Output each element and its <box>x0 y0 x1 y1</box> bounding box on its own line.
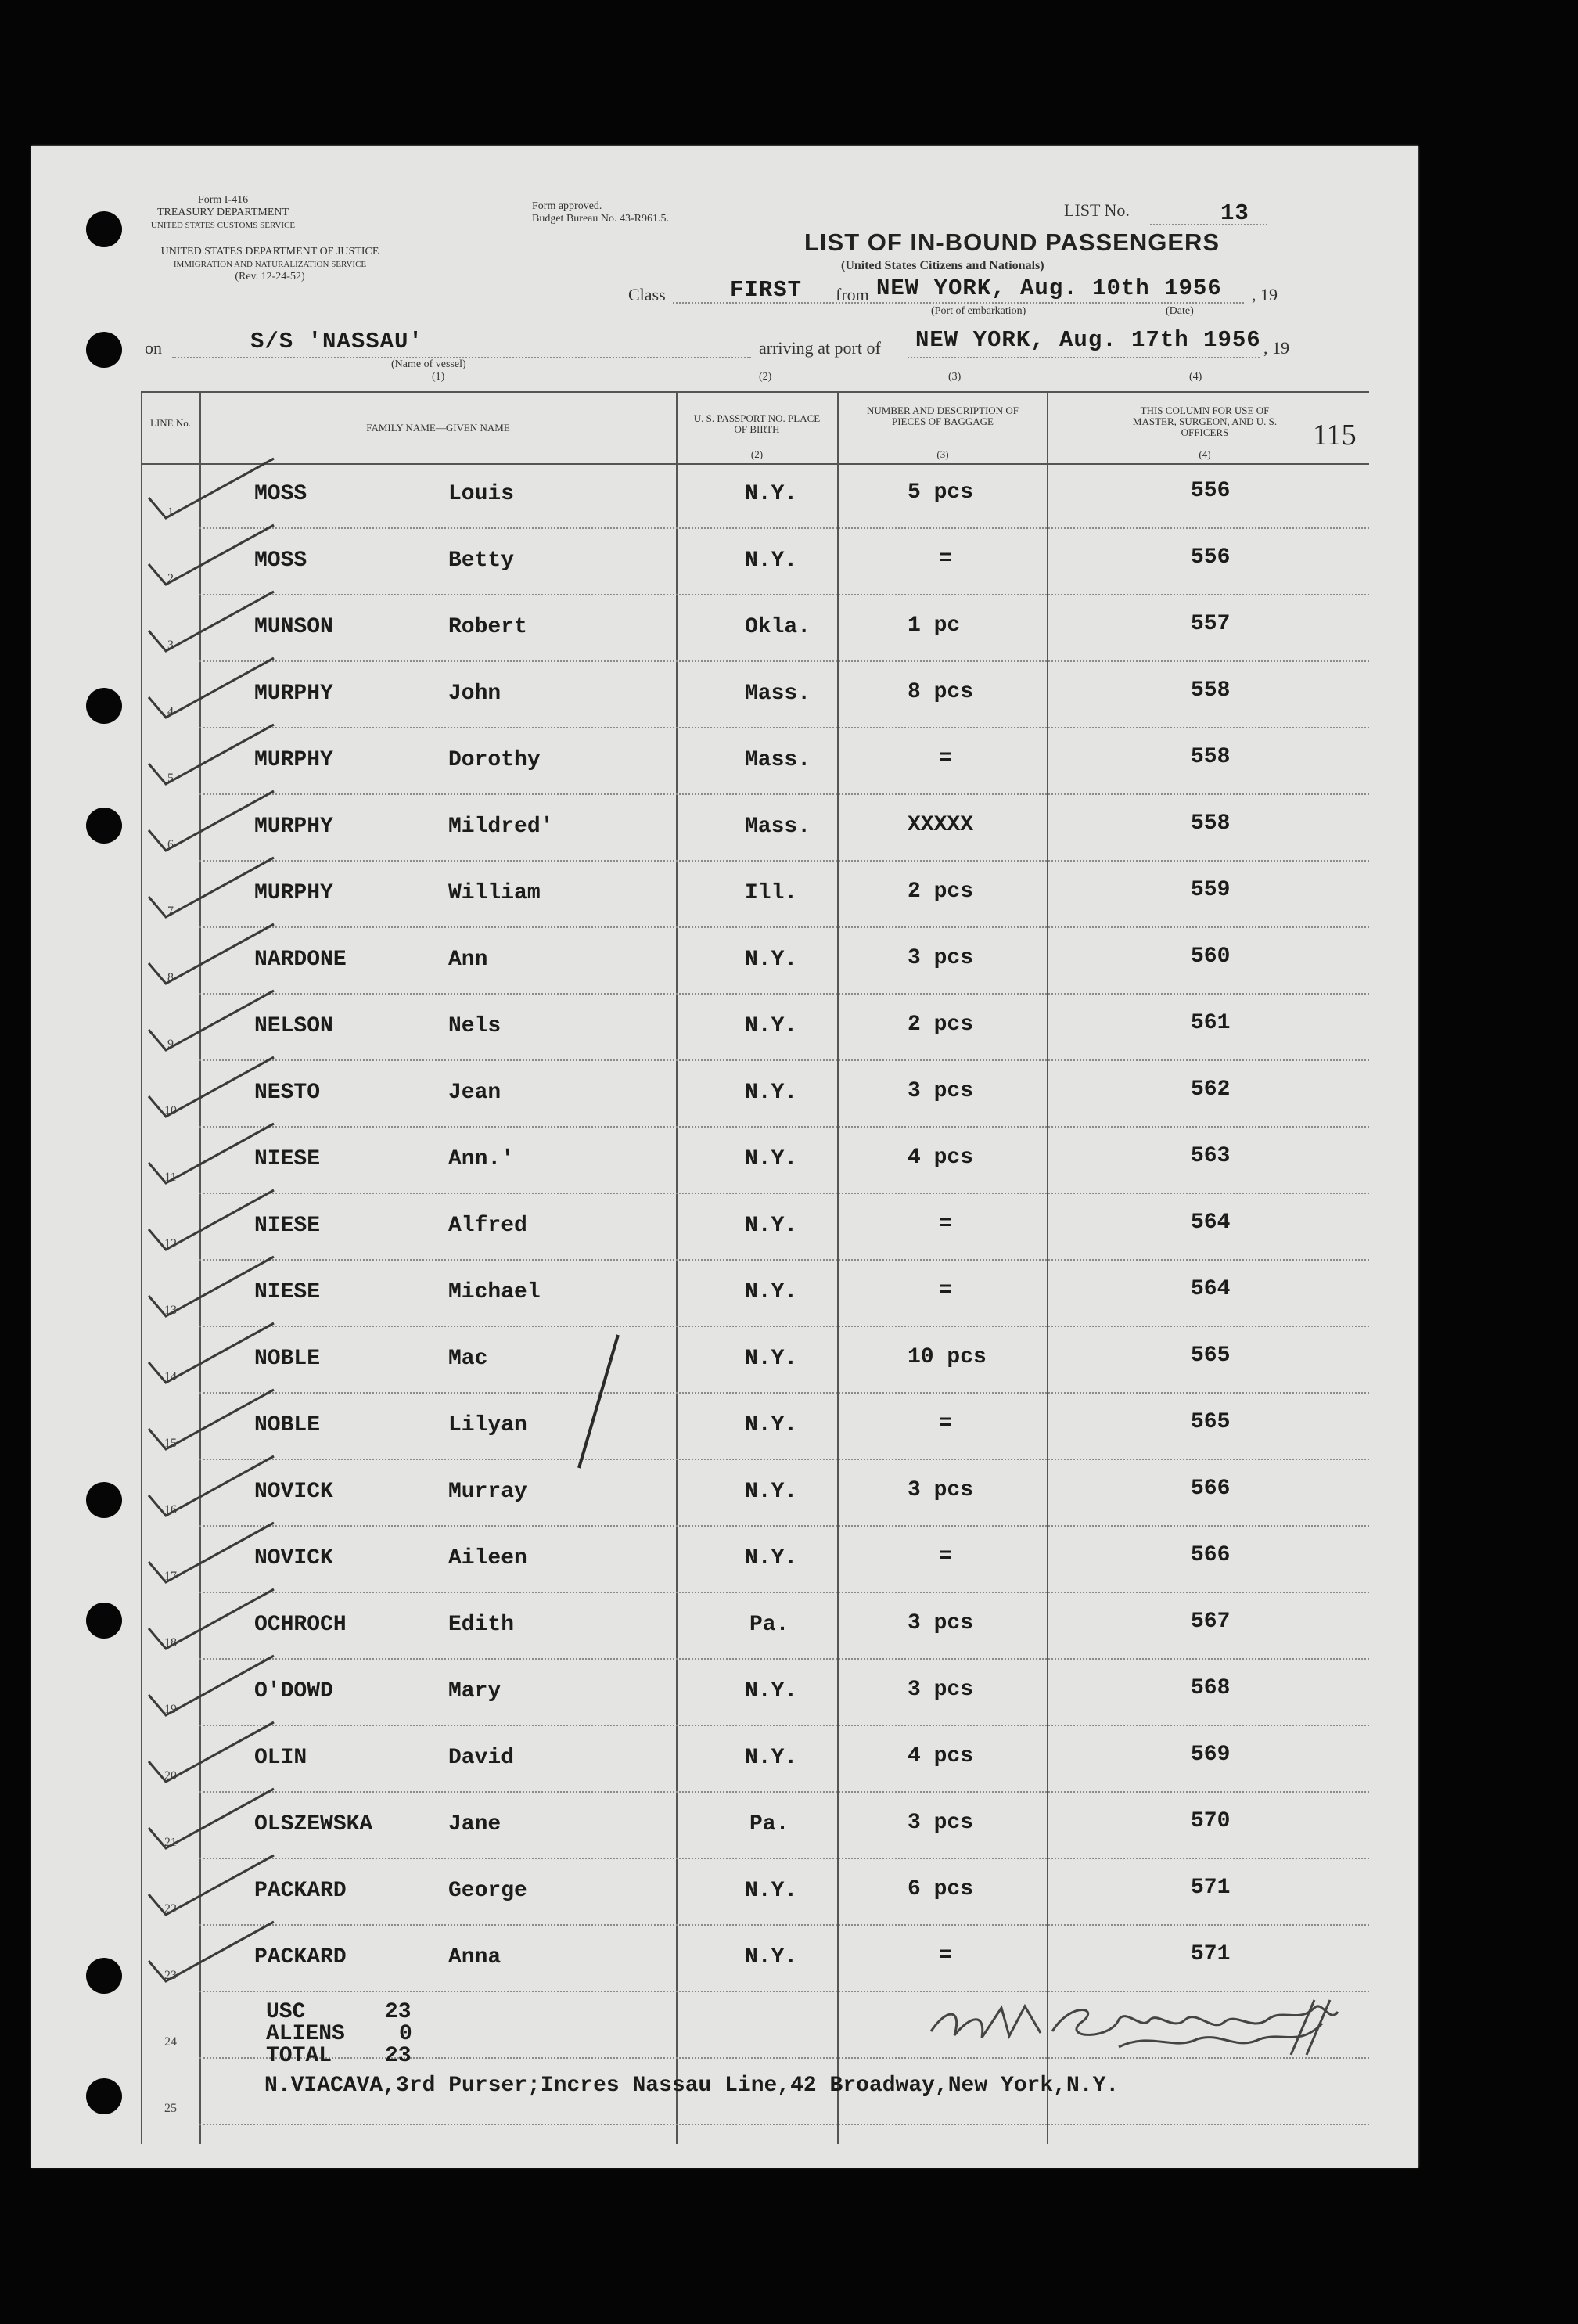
given-name: Aileen <box>448 1546 527 1570</box>
line-number: 7 <box>167 905 174 918</box>
place-of-birth: Okla. <box>745 615 811 639</box>
check-mark <box>149 1789 274 1848</box>
col-head-line-no: LINE No. <box>150 417 191 429</box>
given-name: Dorothy <box>448 748 541 772</box>
line-number: 14 <box>164 1370 177 1383</box>
form-subtitle: (United States Citizens and Nationals) <box>841 259 1044 272</box>
check-mark <box>149 1323 274 1383</box>
col-head-officers-num: (4) <box>1199 448 1211 460</box>
line-number: 9 <box>167 1038 174 1051</box>
place-of-birth: N.Y. <box>745 1546 798 1570</box>
given-name: Mac <box>448 1347 488 1371</box>
port-caption: (Port of embarkation) <box>931 305 1026 317</box>
place-of-birth: N.Y. <box>745 1679 798 1703</box>
customs-service: UNITED STATES CUSTOMS SERVICE <box>150 221 296 230</box>
check-mark <box>149 1855 274 1915</box>
line-number: 3 <box>167 639 174 652</box>
place-of-birth: N.Y. <box>745 482 798 506</box>
list-no-value: 13 <box>1220 200 1249 226</box>
check-mark <box>149 658 274 718</box>
place-of-birth: Mass. <box>745 748 811 772</box>
col-head-passport-num: (2) <box>750 448 764 460</box>
officer-number: 558 <box>1191 811 1231 836</box>
place-of-birth: N.Y. <box>745 1347 798 1371</box>
check-mark <box>149 1656 274 1715</box>
officer-number: 560 <box>1191 944 1231 969</box>
vessel-name: S/S 'NASSAU' <box>250 329 423 354</box>
class-label: Class <box>628 285 666 304</box>
line-number: 22 <box>164 1902 177 1916</box>
family-name: OLSZEWSKA <box>254 1812 373 1837</box>
line-number: 4 <box>167 705 174 718</box>
officer-number: 570 <box>1191 1809 1231 1833</box>
officer-number: 566 <box>1191 1477 1231 1501</box>
place-of-birth: N.Y. <box>745 1147 798 1171</box>
place-of-birth: Mass. <box>745 815 811 839</box>
check-mark <box>149 592 274 651</box>
line-number: 18 <box>164 1636 177 1649</box>
caption-2: (2) <box>759 371 772 383</box>
check-mark <box>149 1124 274 1183</box>
place-of-birth: N.Y. <box>745 1280 798 1304</box>
place-of-birth: N.Y. <box>745 1746 798 1770</box>
given-name: Jean <box>448 1081 501 1105</box>
family-name: MOSS <box>254 549 307 573</box>
officer-number: 558 <box>1191 745 1231 769</box>
caption-1: (1) <box>432 371 445 383</box>
given-name: Louis <box>448 482 515 506</box>
line-number: 20 <box>164 1769 177 1783</box>
baggage-description: XXXXX <box>908 813 974 837</box>
baggage-description: 3 pcs <box>908 1611 974 1635</box>
baggage-description: 6 pcs <box>908 1877 974 1901</box>
arriving-label: arriving at port of <box>759 338 881 358</box>
check-mark <box>149 1922 274 1981</box>
family-name: MURPHY <box>254 881 333 905</box>
family-name: NELSON <box>254 1014 333 1038</box>
baggage-description: 3 pcs <box>908 1478 974 1502</box>
officer-number: 557 <box>1191 612 1231 636</box>
family-name: NIESE <box>254 1147 321 1171</box>
usc-count: 23 <box>385 2000 412 2024</box>
family-name: MOSS <box>254 482 307 506</box>
place-of-birth: N.Y. <box>745 1413 798 1437</box>
form-approved: Form approved. <box>532 200 602 212</box>
check-mark <box>149 791 274 851</box>
line-number: 23 <box>164 1969 177 1982</box>
baggage-description: 5 pcs <box>908 480 974 505</box>
family-name: NIESE <box>254 1214 321 1238</box>
check-marks <box>31 146 1418 2168</box>
line-number: 10 <box>164 1104 177 1117</box>
officer-number: 571 <box>1191 1876 1231 1900</box>
family-name: MURPHY <box>254 682 333 706</box>
officer-number: 564 <box>1191 1277 1231 1301</box>
officer-number: 559 <box>1191 878 1231 902</box>
baggage-description: = <box>939 547 952 571</box>
line-number: 1 <box>167 505 174 519</box>
check-mark <box>149 858 274 917</box>
total-count: 23 <box>385 2044 412 2068</box>
place-of-birth: N.Y. <box>745 1081 798 1105</box>
given-name: Alfred <box>448 1214 527 1238</box>
total-label: TOTAL <box>266 2044 332 2068</box>
col-head-passport: U. S. PASSPORT NO. PLACE OF BIRTH <box>693 412 821 435</box>
baggage-description: 3 pcs <box>908 1678 974 1702</box>
officer-number: 571 <box>1191 1942 1231 1966</box>
slash-mark <box>579 1335 618 1468</box>
page-number: 115 <box>1313 419 1357 451</box>
line-number: 24 <box>164 2035 177 2049</box>
place-of-birth: Mass. <box>745 682 811 706</box>
check-mark <box>149 1523 274 1582</box>
baggage-description: = <box>939 1412 952 1436</box>
family-name: NOBLE <box>254 1413 321 1437</box>
place-of-birth: N.Y. <box>745 1945 798 1970</box>
baggage-description: 2 pcs <box>908 1013 974 1037</box>
baggage-description: = <box>939 1545 952 1569</box>
line-number: 19 <box>164 1703 177 1716</box>
given-name: Murray <box>448 1480 527 1504</box>
aliens-count: 0 <box>399 2022 412 2046</box>
given-name: William <box>448 881 541 905</box>
caption-4: (4) <box>1189 371 1202 383</box>
given-name: Mary <box>448 1679 501 1703</box>
col-head-baggage-num: (3) <box>936 448 949 460</box>
baggage-description: 3 pcs <box>908 946 974 970</box>
ins-service: IMMIGRATION AND NATURALIZATION SERVICE <box>173 260 367 269</box>
line-number: 15 <box>164 1437 177 1450</box>
check-mark <box>149 525 274 585</box>
family-name: O'DOWD <box>254 1679 333 1703</box>
check-mark <box>149 1257 274 1316</box>
family-name: NARDONE <box>254 948 347 972</box>
given-name: Ann <box>448 948 488 972</box>
given-name: George <box>448 1879 527 1903</box>
check-mark <box>149 1722 274 1782</box>
col-head-officers: THIS COLUMN FOR USE OF MASTER, SURGEON, AND U. S. OFFICERS <box>1132 405 1278 438</box>
line-number: 13 <box>164 1304 177 1317</box>
line-number: 17 <box>164 1570 177 1583</box>
family-name: NIESE <box>254 1280 321 1304</box>
given-name: Lilyan <box>448 1413 527 1437</box>
check-mark <box>149 1456 274 1516</box>
purser-footer: N.VIACAVA,3rd Purser;Incres Nassau Line,42 Broadway,New York,N.Y. <box>264 2074 1120 2098</box>
check-mark <box>149 1057 274 1117</box>
family-name: NOVICK <box>254 1480 333 1504</box>
check-mark <box>149 459 274 518</box>
class-value: FIRST <box>730 277 803 303</box>
family-name: OCHROCH <box>254 1613 347 1637</box>
given-name: Edith <box>448 1613 515 1637</box>
given-name: Nels <box>448 1014 501 1038</box>
family-name: NESTO <box>254 1081 321 1105</box>
officer-number: 569 <box>1191 1743 1231 1767</box>
col-head-baggage: NUMBER AND DESCRIPTION OF PIECES OF BAGGAGE <box>867 405 1019 427</box>
baggage-description: = <box>939 1279 952 1303</box>
family-name: OLIN <box>254 1746 307 1770</box>
given-name: Michael <box>448 1280 541 1304</box>
baggage-description: = <box>939 1944 952 1968</box>
place-of-birth: N.Y. <box>745 549 798 573</box>
baggage-description: 1 pc <box>908 613 961 638</box>
family-name: MURPHY <box>254 815 333 839</box>
place-of-birth: N.Y. <box>745 948 798 972</box>
baggage-description: = <box>939 746 952 771</box>
place-of-birth: N.Y. <box>745 1014 798 1038</box>
given-name: Betty <box>448 549 515 573</box>
officer-number: 568 <box>1191 1676 1231 1700</box>
place-of-birth: N.Y. <box>745 1879 798 1903</box>
check-mark <box>149 725 274 784</box>
passenger-list-form <box>31 146 1418 2168</box>
baggage-description: 4 pcs <box>908 1744 974 1768</box>
year-suffix-1: , 19 <box>1252 285 1278 304</box>
baggage-description: 2 pcs <box>908 880 974 904</box>
officer-number: 565 <box>1191 1344 1231 1368</box>
place-of-birth: Pa. <box>749 1812 789 1837</box>
given-name: Jane <box>448 1812 501 1837</box>
officer-number: 562 <box>1191 1077 1231 1102</box>
family-name: NOBLE <box>254 1347 321 1371</box>
officer-number: 565 <box>1191 1410 1231 1434</box>
form-title: LIST OF IN-BOUND PASSENGERS <box>804 228 1220 256</box>
officer-number: 563 <box>1191 1144 1231 1168</box>
list-no-label: LIST No. <box>1064 200 1130 220</box>
on-label: on <box>145 338 162 358</box>
justice-dept: UNITED STATES DEPARTMENT OF JUSTICE <box>160 246 379 257</box>
line-number: 6 <box>167 838 174 851</box>
officer-number: 567 <box>1191 1610 1231 1634</box>
line-number: 25 <box>164 2102 177 2115</box>
check-mark <box>149 991 274 1050</box>
baggage-description: 3 pcs <box>908 1811 974 1835</box>
baggage-description: 3 pcs <box>908 1079 974 1103</box>
embarkation-value: NEW YORK, Aug. 10th 1956 <box>876 275 1222 301</box>
check-mark <box>149 1589 274 1649</box>
line-number: 11 <box>164 1171 177 1184</box>
baggage-description: 8 pcs <box>908 680 974 704</box>
family-name: MURPHY <box>254 748 333 772</box>
from-label: from <box>836 285 869 304</box>
line-number: 12 <box>164 1237 177 1250</box>
given-name: John <box>448 682 501 706</box>
baggage-description: = <box>939 1212 952 1236</box>
officer-number: 558 <box>1191 678 1231 703</box>
given-name: Anna <box>448 1945 501 1970</box>
officer-number: 561 <box>1191 1011 1231 1035</box>
baggage-description: 4 pcs <box>908 1146 974 1170</box>
revision: (Rev. 12-24-52) <box>235 271 305 282</box>
baggage-description: 10 pcs <box>908 1345 987 1369</box>
arrival-value: NEW YORK, Aug. 17th 1956 <box>915 327 1261 353</box>
officer-number: 556 <box>1191 479 1231 503</box>
line-number: 16 <box>164 1503 177 1516</box>
check-mark <box>149 1190 274 1250</box>
family-name: PACKARD <box>254 1945 347 1970</box>
col-head-name: FAMILY NAME—GIVEN NAME <box>366 422 510 434</box>
family-name: PACKARD <box>254 1879 347 1903</box>
line-number: 8 <box>167 971 174 984</box>
vessel-caption: (Name of vessel) <box>391 358 466 370</box>
given-name: Robert <box>448 615 527 639</box>
line-number: 2 <box>167 572 174 585</box>
budget-bureau: Budget Bureau No. 43-R961.5. <box>532 213 669 225</box>
given-name: Mildred' <box>448 815 554 839</box>
family-name: NOVICK <box>254 1546 333 1570</box>
year-suffix-2: , 19 <box>1263 338 1289 358</box>
check-mark <box>149 924 274 984</box>
place-of-birth: N.Y. <box>745 1214 798 1238</box>
officer-number: 566 <box>1191 1543 1231 1567</box>
line-number: 5 <box>167 772 174 785</box>
caption-3: (3) <box>948 371 962 383</box>
place-of-birth: Ill. <box>745 881 798 905</box>
officer-number: 556 <box>1191 545 1231 570</box>
officer-number: 564 <box>1191 1211 1231 1235</box>
place-of-birth: N.Y. <box>745 1480 798 1504</box>
check-mark <box>149 1390 274 1449</box>
date-caption: (Date) <box>1166 305 1194 317</box>
aliens-label: ALIENS <box>266 2022 345 2046</box>
line-number: 21 <box>164 1836 177 1849</box>
place-of-birth: Pa. <box>749 1613 789 1637</box>
treasury-dept: TREASURY DEPARTMENT <box>156 207 289 218</box>
usc-label: USC <box>266 2000 306 2024</box>
form-number: Form I-416 <box>197 194 249 206</box>
given-name: David <box>448 1746 515 1770</box>
given-name: Ann.' <box>448 1147 515 1171</box>
family-name: MUNSON <box>254 615 333 639</box>
